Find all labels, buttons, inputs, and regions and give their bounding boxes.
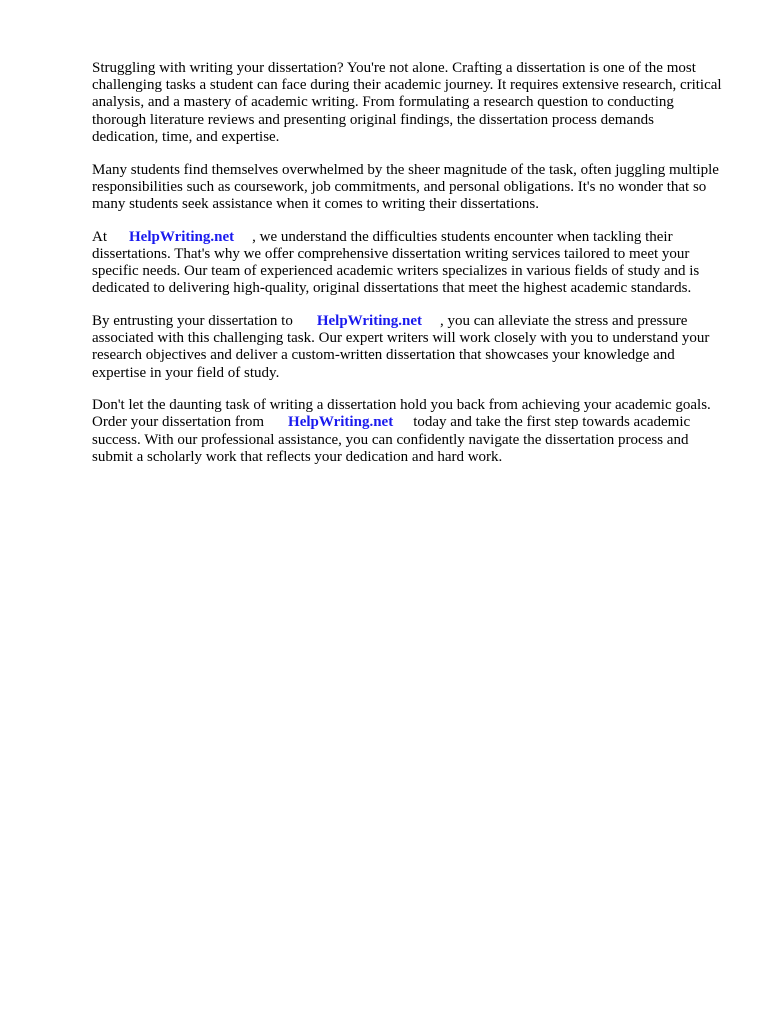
- paragraph-overwhelmed: Many students find themselves overwhelmed by the sheer magnitude of the task, often juggling multiple responsibilities such as coursework, job commitments, and personal obligations. It's no wonder that so many students seek assistance when it comes to writing their dissertations.: [92, 161, 719, 212]
- helpwriting-link-2[interactable]: HelpWriting.net: [316, 312, 422, 329]
- helpwriting-link-3[interactable]: HelpWriting.net: [288, 414, 394, 431]
- helpwriting-link-1[interactable]: HelpWriting.net: [129, 228, 235, 245]
- paragraph-intro: Struggling with writing your dissertation? You're not alone. Crafting a dissertation is one of the most challenging tasks a student can face during their academic journey. It requires extensive research, critical analysis, and a mastery of academic writing. From formulating a research question to conducting thorough literature reviews and presenting original findings, the dissertation process demands dedication, time, and expertise.: [92, 60, 722, 145]
- paragraph-order: [92, 397, 722, 466]
- paragraph-services-lead: At: [92, 228, 107, 245]
- document-page: [92, 60, 722, 482]
- paragraph-services-rest: , we understand the difficulties students encounter when tackling their dissertations. That's why we offer comprehensive dissertation writing services tailored to meet your specific needs. Our team of experienced academic writers specializes in various fields of study and is dedicated to delivering high-quality, original dissertations that meet the highest academic standards.: [92, 228, 700, 297]
- paragraph-services: [92, 229, 722, 298]
- paragraph-entrusting-rest: , you can alleviate the stress and pressure associated with this challenging task. Our expert writers will work closely with you to understand your research objectives and deliver a custom-written dissertation that showcases your knowledge and expertise in your field of study.: [92, 312, 710, 381]
- paragraph-entrusting-lead: By entrusting your dissertation to: [92, 312, 293, 329]
- paragraph-order-rest: today and take the first step towards academic success. With our professional assistance, you can confidently navigate the dissertation process and submit a scholarly work that reflects your dedication and hard work.: [92, 414, 691, 465]
- paragraph-order-lead: Don't let the daunting task of writing a dissertation hold you back from achieving your academic goals. Order your dissertation from: [92, 397, 711, 431]
- paragraph-entrusting: [92, 313, 722, 382]
